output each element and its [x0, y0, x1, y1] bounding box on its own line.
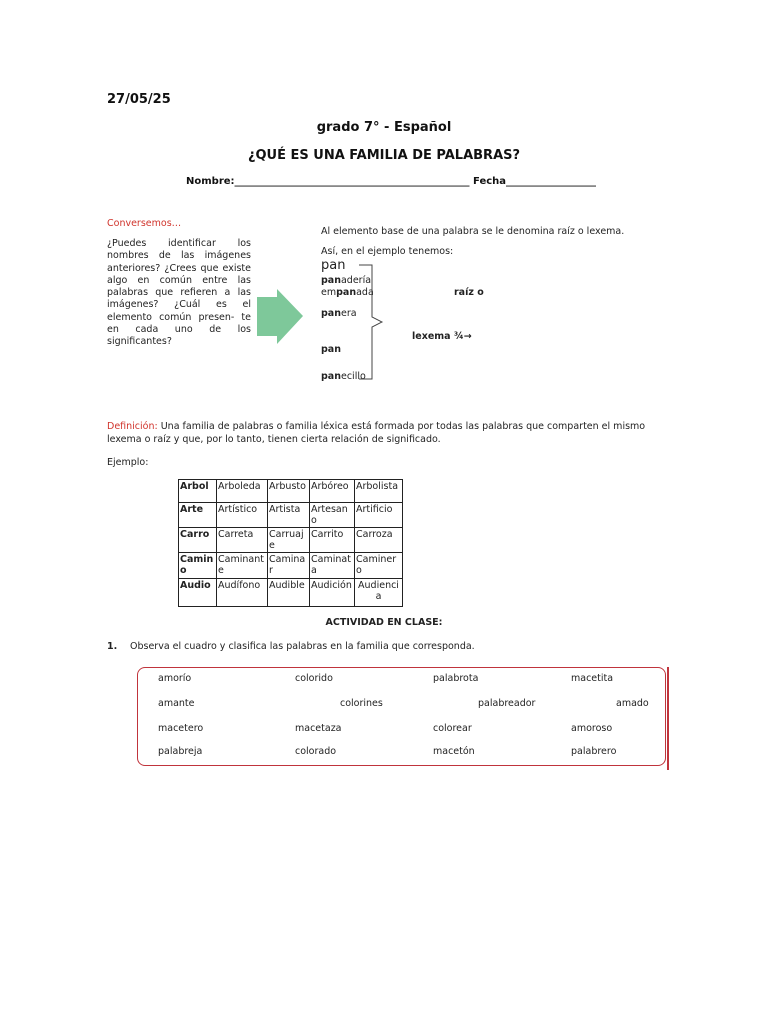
conversemos-question: ¿Puedes identificar los nombres de las imágenes anteriores? ¿Crees que existe algo en común entre las palabras que refieren a las imágenes? ¿Cuál es el elemento común presen- te en cada uno de los significantes? [107, 238, 251, 348]
word-panecillo: panecillo [321, 371, 366, 382]
table-cell: Audiencia [355, 579, 403, 607]
table-cell: Artificio [355, 503, 403, 528]
table-cell: Carrito [310, 528, 355, 553]
name-date-line: Nombre:_______________________________________________ Fecha__________________ [186, 176, 597, 187]
date: 27/05/25 [107, 92, 171, 107]
table-cell: Caminata [310, 553, 355, 579]
table-cell: Artesano [310, 503, 355, 528]
word-bank-item: colorido [295, 673, 333, 684]
table-cell: Carroza [355, 528, 403, 553]
table-row [179, 579, 403, 607]
word-bank-item: macetón [433, 746, 475, 757]
table-cell: Arte [179, 503, 217, 528]
word-bank-item: colorado [295, 746, 337, 757]
table-cell: Carreta [217, 528, 268, 553]
word-empanada: empanada [321, 287, 374, 298]
word-panaderia: panadería [321, 275, 372, 286]
word-bank-item: amado [616, 698, 649, 709]
definition-text: Una familia de palabras o familia léxica está formada por todas las palabras que comparten el mismo lexema o raíz y que, por lo tanto, tienen cierta relación de significado. [107, 421, 646, 445]
activity-number: 1. [107, 641, 118, 652]
actividad-title: ACTIVIDAD EN CLASE: [325, 617, 443, 628]
activity-instruction: Observa el cuadro y clasifica las palabras en la familia que corresponda. [130, 641, 475, 652]
page-title: ¿QUÉ ES UNA FAMILIA DE PALABRAS? [247, 148, 521, 163]
explanation-line-2: Así, en el ejemplo tenemos: [321, 246, 454, 257]
word-panera: panera [321, 308, 357, 319]
table-cell: Audición [310, 579, 355, 607]
word-bank-item: amoroso [571, 723, 613, 734]
box-edge-line [667, 667, 669, 770]
brace-icon [357, 264, 387, 382]
raiz-label: raíz o [454, 287, 484, 298]
grade-subject: grado 7° - Español [316, 120, 452, 135]
table-cell: Arbol [179, 480, 217, 503]
word-bank-item: macetita [571, 673, 614, 684]
ejemplo-label: Ejemplo: [107, 457, 149, 468]
word-bank-item: colorines [340, 698, 383, 709]
word-bank-item: macetero [158, 723, 204, 734]
table-row [179, 528, 403, 553]
definition-label: Definición: [107, 421, 158, 432]
word-bank-item: amorío [158, 673, 192, 684]
table-row [179, 480, 403, 503]
table-cell: Arbolista [355, 480, 403, 503]
table-cell: Carro [179, 528, 217, 553]
definition [107, 420, 667, 446]
green-arrow-icon [257, 289, 303, 344]
table-cell: Caminero [355, 553, 403, 579]
table-cell: Audio [179, 579, 217, 607]
word-bank-item: palabreador [478, 698, 536, 709]
table-cell: Arbóreo [310, 480, 355, 503]
table-cell: Camino [179, 553, 217, 579]
table-cell: Audífono [217, 579, 268, 607]
table-cell: Carruaje [268, 528, 310, 553]
table-cell: Caminar [268, 553, 310, 579]
word-bank-item: colorear [433, 723, 472, 734]
table-cell: Caminante [217, 553, 268, 579]
word-pan: pan [321, 344, 341, 355]
word-bank-item: amante [158, 698, 195, 709]
table-cell: Artista [268, 503, 310, 528]
conversemos-label: Conversemos… [107, 218, 182, 229]
table-row [179, 503, 403, 528]
word-family-table [178, 479, 403, 607]
word-bank-item: macetaza [295, 723, 342, 734]
word-bank-item: palabrero [571, 746, 617, 757]
pan-root-word: pan [321, 258, 346, 273]
table-row [179, 553, 403, 579]
explanation-line-1: Al elemento base de una palabra se le denomina raíz o lexema. [321, 226, 625, 237]
table-cell: Arboleda [217, 480, 268, 503]
table-cell: Artístico [217, 503, 268, 528]
table-cell: Arbusto [268, 480, 310, 503]
lexema-label: lexema ¾→ [412, 331, 472, 342]
word-bank-item: palabrota [433, 673, 479, 684]
word-bank-item: palabreja [158, 746, 203, 757]
table-cell: Audible [268, 579, 310, 607]
